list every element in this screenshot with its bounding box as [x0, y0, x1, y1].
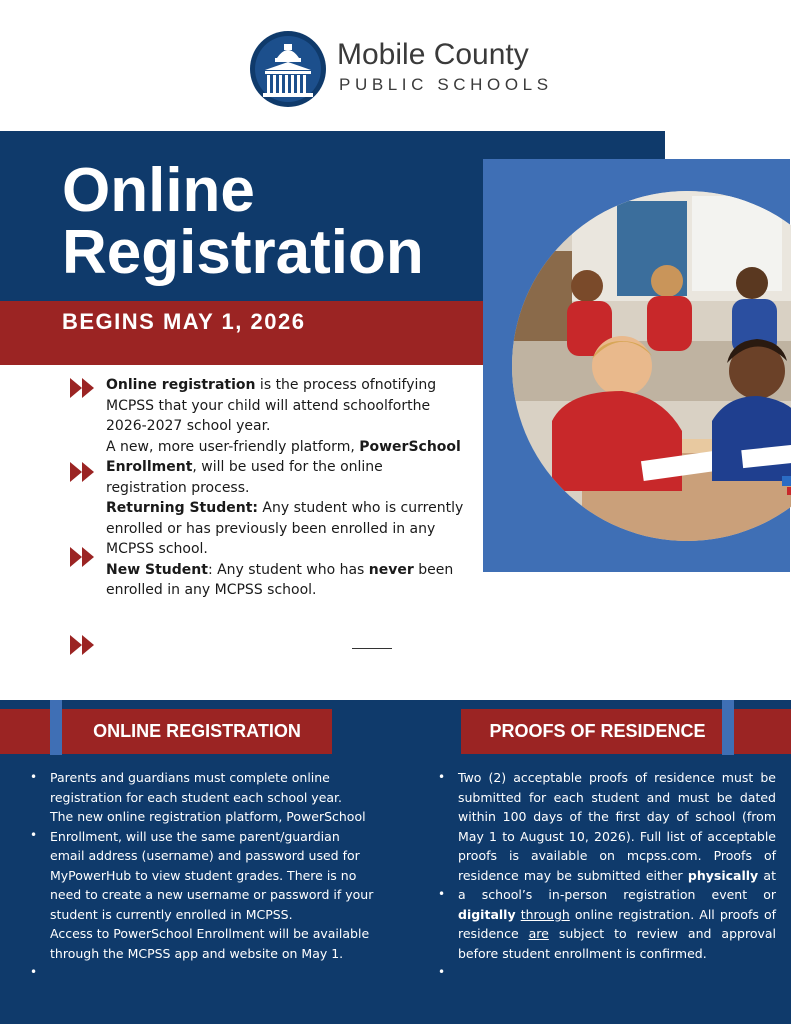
bullet-dot-icon: •	[30, 828, 38, 842]
intro-p2-text: , will be used for the online registration process.	[106, 459, 383, 496]
begins-date: BEGINS MAY 1, 2026	[62, 309, 306, 334]
intro-paragraph	[106, 498, 466, 560]
online-registration-paragraph: Access to PowerSchool Enrollment will be available through the MCPSS app and website on May 1.	[50, 926, 370, 961]
intro-paragraph	[106, 375, 466, 437]
intro-p2-bold: PowerSchool Enrollment	[106, 438, 461, 475]
intro-p4-mid: : Any student who has	[207, 561, 369, 578]
hero-title-line1: Online	[62, 156, 255, 225]
intro-p4-text: been enrolled in any MCPSS school.	[106, 561, 454, 598]
proofs-paragraph	[458, 768, 776, 963]
capitol-seal-icon	[249, 30, 327, 108]
online-registration-paragraph: Parents and guardians must complete online registration for each student each school year.	[50, 770, 343, 805]
intro-p4-bold: New Student	[106, 561, 208, 578]
intro-p2-start: A new, more user-friendly platform,	[106, 438, 360, 455]
bullet-dot-icon: •	[438, 887, 446, 901]
proofs-p1-mid3: online registration. All proofs of residence	[458, 906, 776, 941]
intro-text	[106, 375, 466, 601]
intro-p1-text: is the process ofnotifying MCPSS that your child will attend schoolforthe 2026-2027 school year.	[106, 377, 437, 434]
proofs-p1-mid: at a school’s in-person registration event or	[458, 867, 776, 902]
proofs-p1-rest: subject to review and approval before student enrollment is confirmed.	[458, 926, 776, 961]
intro-paragraph	[106, 560, 466, 601]
proofs-p1-bold2: digitally	[458, 906, 516, 922]
arrow-bullet-icon	[70, 462, 98, 482]
proofs-p1-underline2: are	[528, 926, 549, 941]
online-registration-heading: ONLINE REGISTRATION	[62, 709, 332, 754]
org-subtitle: PUBLIC SCHOOLS	[339, 75, 553, 94]
proofs-p1-text: Two (2) acceptable proofs of residence must be submitted for each student and must be dated within 100 days of the first day of school (from May 1 to August 10, 2026). Full list of acceptable proofs is available on mcpss.com. Proofs of residence may be submitted either	[458, 770, 776, 883]
bullet-dot-icon: •	[438, 770, 446, 784]
divider-line	[352, 648, 392, 649]
district-logo	[249, 30, 553, 110]
bullet-dot-icon: •	[438, 965, 446, 979]
online-registration-text	[30, 768, 375, 979]
intro-p3-text: Any student who is currently enrolled or has previously been enrolled in any MCPSS school.	[106, 500, 464, 557]
right-red-strip	[734, 709, 791, 754]
arrow-bullet-icon	[70, 378, 98, 398]
arrow-bullet-icon	[70, 635, 98, 655]
online-registration-paragraph: The new online registration platform, PowerSchool Enrollment, will use the same parent/guardian email address (username) and password used for MyPowerHub to view student grades. There is no need to create a new username or password if your student is currently enrolled in MCPSS.	[50, 809, 374, 922]
left-accent-bar	[50, 700, 62, 755]
left-red-strip	[0, 709, 50, 754]
arrow-bullet-icon	[70, 547, 98, 567]
bullet-dot-icon: •	[30, 770, 38, 784]
org-name: Mobile County	[337, 38, 529, 71]
proofs-p1-bold: physically	[687, 867, 759, 883]
proofs-heading: PROOFS OF RESIDENCE	[461, 709, 734, 754]
proofs-p1-underline: through	[520, 906, 570, 922]
bullet-dot-icon: •	[30, 965, 38, 979]
right-accent-bar	[722, 700, 734, 755]
intro-paragraph	[106, 437, 466, 499]
intro-p3-bold: Returning Student:	[106, 500, 258, 516]
proofs-text	[438, 768, 776, 979]
intro-p4-bold2: never	[368, 561, 414, 578]
hero-title-line2: Registration	[62, 218, 424, 287]
hero-title	[62, 156, 424, 287]
intro-p1-bold: Online registration	[106, 377, 256, 393]
